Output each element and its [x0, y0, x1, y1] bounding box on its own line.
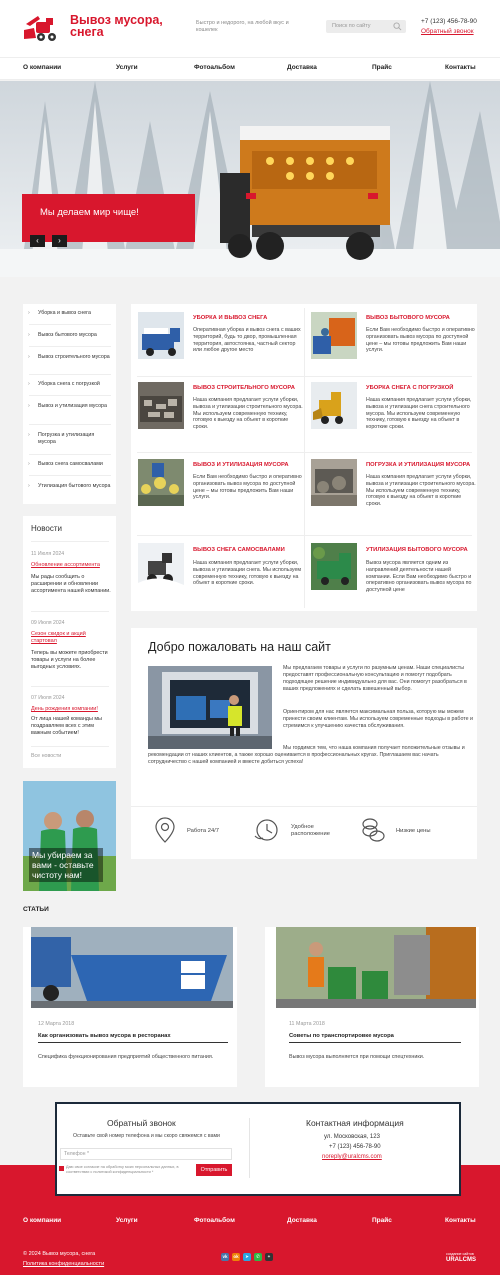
hero-title: Мы делаем мир чище!	[40, 207, 139, 218]
service-image[interactable]	[311, 459, 357, 506]
copyright: © 2024 Вывоз мусора, снега	[23, 1251, 96, 1257]
news-text: От лица нашей команды мы поздравляем всех с этим важным событием!	[31, 716, 102, 736]
news-date: 09 Июля 2024	[31, 620, 65, 626]
whatsapp-icon[interactable]: ✆	[254, 1253, 262, 1261]
news-link[interactable]: День рождения компании!	[31, 706, 98, 712]
article-text: Специфика функционирования предприятий общественного питания.	[38, 1054, 214, 1060]
nav-delivery[interactable]: Доставка	[287, 64, 317, 71]
service-text: Наша компания предлагает услуги уборки, вывоза и утилизации снега. Мы используем современную технику, готовую к выезду на объект в короткие сроки.	[193, 560, 302, 587]
service-image[interactable]	[311, 543, 357, 590]
divider	[289, 1042, 461, 1043]
service-text: Наша компания предлагает услуги уборки, вывоза и утилизации строительного мусора. Мы используем современную технику, готовую к выезду на объект в короткие сроки.	[193, 397, 303, 431]
article-image[interactable]	[31, 927, 233, 1008]
header-phone[interactable]: +7 (123) 456-78-90	[421, 18, 477, 25]
hero-banner	[22, 194, 195, 242]
article-date: 11 Марта 2018	[289, 1021, 325, 1027]
all-news-link[interactable]: Все новости	[31, 753, 62, 759]
more-icon[interactable]: +	[265, 1253, 273, 1261]
developer-logo[interactable]: URALCMS	[446, 1257, 476, 1263]
service-image[interactable]	[138, 459, 184, 506]
service-text: Вывоз мусора является одним из направлений деятельности нашей компании. Если Вам необходимо быстро и оперативно организовать вывоз мусора по доступной цене	[366, 560, 472, 594]
footer-nav-delivery[interactable]: Доставка	[287, 1217, 317, 1224]
news-text: Мы рады сообщить о расширении и обновлении ассортимента нашей компании.	[31, 574, 111, 594]
sidebar-item-household-disposal[interactable]: › Утилизация бытового мусора	[29, 483, 111, 490]
service-text: Если Вам необходимо быстро и оперативно организовать вывоз мусора по доступной цене – мы готовы предложить Вам наши услуги.	[193, 474, 302, 501]
divider	[137, 452, 472, 453]
sidebar-item-loading-disposal[interactable]: › Погрузка и утилизация мусора	[29, 432, 111, 446]
service-image[interactable]	[138, 543, 184, 590]
news-date: 07 Июля 2024	[31, 695, 65, 701]
nav-contacts[interactable]: Контакты	[445, 64, 476, 71]
privacy-link[interactable]: Политика конфиденциальности	[23, 1261, 105, 1267]
map-pin-icon	[152, 816, 178, 844]
divider	[29, 374, 111, 375]
divider	[29, 475, 111, 476]
sidebar-item-waste-disposal[interactable]: › Вывоз и утилизация мусора	[29, 403, 111, 410]
divider	[137, 376, 472, 377]
consent-checkbox[interactable]	[59, 1166, 64, 1171]
service-text: Оперативная уборка и вывоз снега с ваших территорий, будь то двор, промышленная территория, автостоянка, частный сектор или любое другое место	[193, 327, 301, 354]
footer-nav-photo-album[interactable]: Фотоальбом	[194, 1217, 235, 1224]
service-text: Наша компания предлагает услуги уборки, вывоза и утилизации строительного мусора. Мы используем современную технику, готовую к выезду на объект в короткие сроки.	[366, 474, 476, 508]
welcome-paragraph: Мы гордимся тем, что наша компания получает положительные отзывы и рекомендации от наших клиентов, а также хорошо оценивается в профессиональных кругах. Приглашаем вас начать сотрудничество с нашей компанией и вместе добиться успеха!	[148, 745, 465, 765]
footer-nav-about[interactable]: О компании	[23, 1217, 62, 1224]
search-placeholder: Поиск по сайту	[332, 23, 371, 29]
nav-price[interactable]: Прайс	[372, 64, 392, 71]
footer-nav-price[interactable]: Прайс	[372, 1217, 392, 1224]
welcome-paragraph: Мы предлагаем товары и услуги по разумным ценам. Наши специалисты предоставят профессиональную консультацию и помогут подобрать подходящее решение индивидуально для вас. Они помогут разобраться в ваших предложениях и сделать взвешенный выбор.	[283, 665, 467, 692]
service-title[interactable]: УБОРКА СНЕГА С ПОГРУЗКОЙ	[366, 385, 454, 391]
service-title[interactable]: ВЫВОЗ СНЕГА САМОСВАЛАМИ	[193, 547, 285, 553]
service-image[interactable]	[311, 312, 357, 359]
divider	[29, 395, 111, 396]
nav-photo-album[interactable]: Фотоальбом	[194, 64, 235, 71]
feature-label: Работа 24/7	[187, 828, 220, 834]
service-title[interactable]: УТИЛИЗАЦИЯ БЫТОВОГО МУСОРА	[366, 547, 468, 553]
article-title[interactable]: Советы по транспортировке мусора	[289, 1033, 394, 1039]
sidebar-item-construction-waste[interactable]: › Вывоз строительного мусора	[29, 354, 111, 361]
news-text: Теперь вы можете приобрести товары и услуги на более выгодных условиях.	[31, 650, 108, 670]
promo-caption: Мы убираем за вами - оставьте чистоту нам!	[29, 848, 103, 882]
sidebar-item-household-waste[interactable]: › Вывоз бытового мусора	[29, 332, 111, 339]
service-title[interactable]: ВЫВОЗ БЫТОВОГО МУСОРА	[366, 315, 450, 321]
news-link[interactable]: Сезон скидок и акций стартовал	[31, 631, 86, 644]
service-title[interactable]: ВЫВОЗ СТРОИТЕЛЬНОГО МУСОРА	[193, 385, 295, 391]
callback-title: Обратный звонок	[107, 1118, 176, 1128]
nav-about[interactable]: О компании	[23, 64, 62, 71]
sidebar-item-snow-removal[interactable]: › Уборка и вывоз снега	[29, 310, 111, 317]
nav-services[interactable]: Услуги	[116, 64, 138, 71]
welcome-image	[148, 666, 272, 749]
contacts-title: Контактная информация	[306, 1118, 404, 1128]
article-image[interactable]	[276, 927, 476, 1008]
service-text: Если Вам необходимо быстро и оперативно организовать вывоз мусора по доступной цене – мы готовы предложить Вам наши услуги.	[366, 327, 475, 354]
logo-snowplow-icon[interactable]	[22, 12, 60, 44]
callback-link[interactable]: Обратный звонок	[421, 28, 474, 35]
divider	[29, 424, 111, 425]
divider	[38, 1042, 228, 1043]
service-image[interactable]	[311, 382, 357, 429]
welcome-title: Добро пожаловать на наш сайт	[148, 640, 331, 654]
vk-icon[interactable]: vk	[222, 1254, 228, 1259]
article-date: 12 Марта 2018	[38, 1021, 75, 1027]
news-link[interactable]: Обновление ассортимента	[31, 562, 100, 568]
developer-label: создание сайтов	[446, 1252, 474, 1256]
slider-prev-button[interactable]: ‹	[30, 235, 45, 247]
hero-image	[0, 81, 500, 277]
article-title[interactable]: Как организовать вывоз мусора в ресторанах	[38, 1033, 171, 1039]
clock-icon	[253, 816, 279, 844]
service-text: Наша компания предлагает услуги уборки, вывоза и утилизации снега строительного мусора. Мы используем современную технику, готовую к выезду на объект в короткие сроки.	[366, 397, 472, 431]
divider	[31, 686, 109, 687]
contacts-address: ул. Московская, 123	[324, 1134, 380, 1140]
articles-title: СТАТЬИ	[23, 906, 49, 913]
footer-nav-services[interactable]: Услуги	[116, 1217, 138, 1224]
service-title[interactable]: ВЫВОЗ И УТИЛИЗАЦИЯ МУСОРА	[193, 462, 289, 468]
service-title[interactable]: УБОРКА И ВЫВОЗ СНЕГА	[193, 315, 268, 321]
main-nav	[0, 57, 500, 80]
welcome-paragraph: Ориентиром для нас является максимальная польза, которую мы можем принести своим клиентам. Мы используем современные подходы в работе и стремимся к улучшению качества обслуживания.	[283, 709, 474, 729]
divider	[31, 541, 109, 542]
consent-text: Даю свое согласие на обработку моих персональных данных, в соответствии с политикой конфиденциальности *	[66, 1165, 179, 1174]
feature-label: Удобное расположение	[291, 824, 330, 837]
contacts-email[interactable]: noreply@uralcms.com	[322, 1154, 382, 1160]
coins-icon	[360, 816, 386, 844]
divider	[249, 1118, 250, 1178]
divider	[131, 806, 477, 807]
divider	[29, 346, 111, 347]
telegram-icon[interactable]: ➤	[243, 1253, 251, 1261]
callback-subtitle: Оставьте свой номер телефона и мы скоро свяжемся с вами	[73, 1133, 220, 1139]
site-title[interactable]: Вывоз мусора, снега	[70, 13, 163, 39]
ok-icon[interactable]: ok	[233, 1254, 239, 1259]
service-title[interactable]: ПОГРУЗКА И УТИЛИЗАЦИЯ МУСОРА	[366, 462, 471, 468]
contacts-phone[interactable]: +7 (123) 456-78-90	[329, 1144, 381, 1150]
news-title: Новости	[31, 524, 62, 533]
divider	[31, 746, 109, 747]
submit-button[interactable]: Отправить	[196, 1164, 232, 1176]
search-icon[interactable]	[393, 22, 402, 31]
feature-label: Низкие цены	[396, 828, 431, 834]
sidebar-item-snow-loading[interactable]: › Уборка снега с погрузкой	[29, 381, 111, 388]
article-text: Вывоз мусора выполняется при помощи спецтехники.	[289, 1054, 425, 1060]
slogan: Быстро и недорого, на любой вкус и кошелек	[196, 20, 289, 33]
service-image[interactable]	[138, 312, 184, 359]
divider	[304, 308, 305, 608]
phone-field-placeholder: Телефон *	[64, 1151, 89, 1157]
divider	[29, 454, 111, 455]
sidebar-item-dump-trucks[interactable]: › Вывоз снега самосвалами	[29, 461, 111, 468]
service-image[interactable]	[138, 382, 184, 429]
news-date: 11 Июля 2024	[31, 551, 65, 557]
slider-next-button[interactable]: ›	[52, 235, 67, 247]
divider	[29, 324, 111, 325]
divider	[137, 535, 472, 536]
divider	[31, 611, 109, 612]
footer-nav-contacts[interactable]: Контакты	[445, 1217, 476, 1224]
